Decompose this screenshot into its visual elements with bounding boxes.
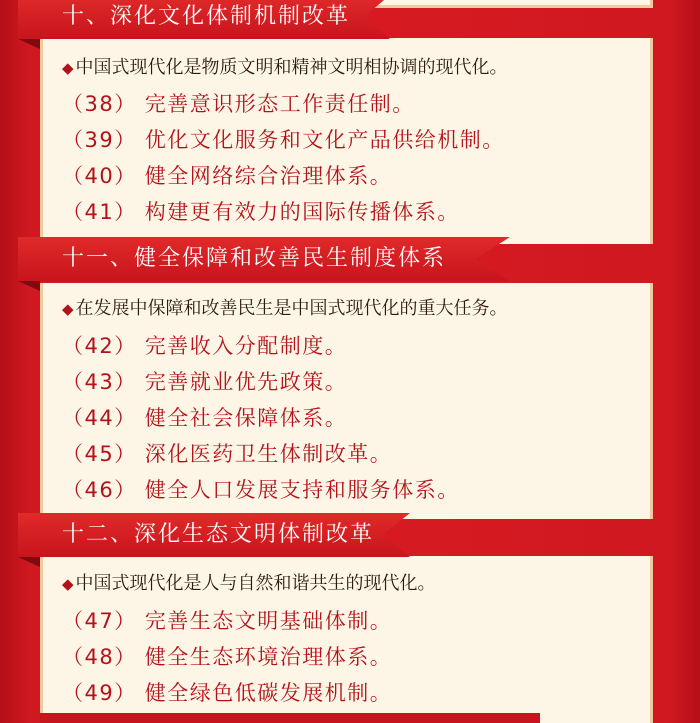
item-text: 完善意识形态工作责任制。 bbox=[144, 92, 415, 116]
section-11-lead bbox=[62, 298, 508, 320]
item-number: （42） bbox=[62, 334, 137, 358]
list-item bbox=[62, 199, 460, 225]
list-item bbox=[62, 680, 392, 706]
next-section-banner-edge bbox=[40, 713, 540, 723]
item-text: 构建更有效力的国际传播体系。 bbox=[144, 200, 460, 224]
item-number: （48） bbox=[62, 645, 137, 669]
section-12-lead-text: 中国式现代化是人与自然和谐共生的现代化。 bbox=[75, 573, 436, 594]
list-item bbox=[62, 608, 392, 634]
item-text: 完善生态文明基础体制。 bbox=[144, 609, 393, 633]
item-text: 优化文化服务和文化产品供给机制。 bbox=[144, 128, 505, 152]
list-item bbox=[62, 441, 392, 467]
item-text: 健全绿色低碳发展机制。 bbox=[144, 681, 393, 705]
diamond-icon: ◆ bbox=[62, 300, 74, 318]
list-item bbox=[62, 644, 392, 670]
section-11-lead-text: 在发展中保障和改善民生是中国式现代化的重大任务。 bbox=[75, 298, 508, 319]
item-text: 健全人口发展支持和服务体系。 bbox=[144, 478, 460, 502]
section-10-heading: 十、深化文化体制机制改革 bbox=[62, 4, 351, 29]
section-11-heading: 十一、健全保障和改善民生制度体系 bbox=[62, 246, 447, 271]
list-item bbox=[62, 369, 347, 395]
section-12-lead bbox=[62, 573, 436, 595]
item-number: （39） bbox=[62, 128, 137, 152]
item-number: （41） bbox=[62, 200, 137, 224]
item-text: 健全生态环境治理体系。 bbox=[144, 645, 393, 669]
item-text: 完善收入分配制度。 bbox=[144, 334, 348, 358]
item-number: （46） bbox=[62, 478, 137, 502]
item-number: （43） bbox=[62, 370, 137, 394]
diamond-icon: ◆ bbox=[62, 575, 74, 593]
list-item bbox=[62, 127, 505, 153]
list-item bbox=[62, 405, 347, 431]
item-number: （49） bbox=[62, 681, 137, 705]
item-number: （44） bbox=[62, 406, 137, 430]
item-number: （47） bbox=[62, 609, 137, 633]
section-10-lead-text: 中国式现代化是物质文明和精神文明相协调的现代化。 bbox=[75, 57, 508, 78]
item-text: 深化医药卫生体制改革。 bbox=[144, 442, 393, 466]
item-text: 健全网络综合治理体系。 bbox=[144, 164, 393, 188]
item-number: （40） bbox=[62, 164, 137, 188]
item-text: 完善就业优先政策。 bbox=[144, 370, 348, 394]
item-text: 健全社会保障体系。 bbox=[144, 406, 348, 430]
diamond-icon: ◆ bbox=[62, 59, 74, 77]
section-10-lead bbox=[62, 57, 508, 79]
list-item bbox=[62, 477, 460, 503]
item-number: （45） bbox=[62, 442, 137, 466]
item-number: （38） bbox=[62, 92, 137, 116]
list-item bbox=[62, 163, 392, 189]
list-item bbox=[62, 333, 347, 359]
list-item bbox=[62, 91, 415, 117]
section-12-heading: 十二、深化生态文明体制改革 bbox=[62, 522, 375, 547]
